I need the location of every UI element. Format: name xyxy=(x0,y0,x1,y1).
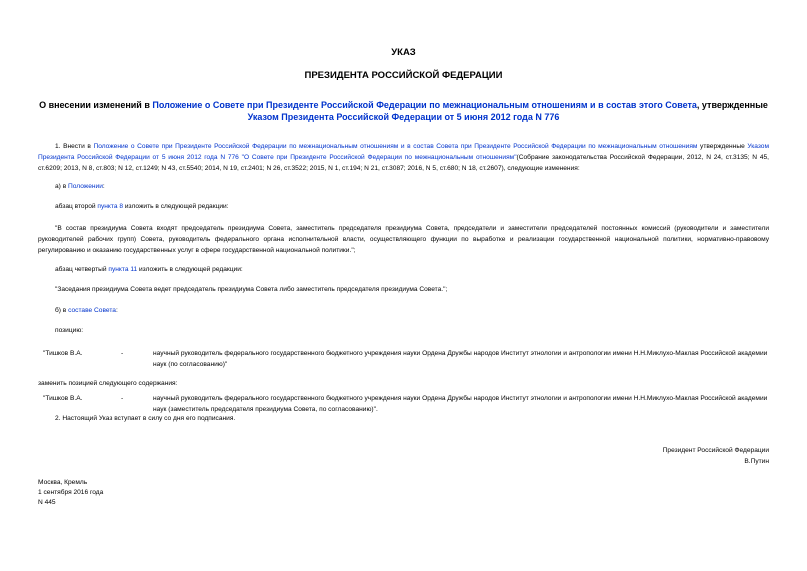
row2-dash: - xyxy=(121,395,124,402)
item-a-link[interactable]: Положении xyxy=(68,183,103,190)
subject-link-decree[interactable]: Указом Президента Российской Федерации от 5 июня 2012 года N 776 xyxy=(247,112,560,122)
decree-issuer: ПРЕЗИДЕНТА РОССИЙСКОЙ ФЕДЕРАЦИИ xyxy=(304,70,503,81)
subject-middle: , утвержденные xyxy=(696,100,768,110)
signature-title: Президент Российской Федерации xyxy=(662,447,769,454)
item-a-suffix: : xyxy=(102,183,105,190)
subject-prefix: О внесении изменений в xyxy=(39,100,153,110)
row2-name: "Тишков В.А. xyxy=(43,395,83,402)
p1-link-decree-title[interactable]: "О Совете при Президенте Российской Федерации по межнациональным отношениям" xyxy=(238,154,517,161)
quote-presidium-composition: "В состав президиума Совета входят председатель президиума Совета, заместитель председателя президиума Совета, председатели и заместители председателей постоянных комиссий (руководители и заместители руководителей рабочих групп) Совета, руководитель федерального органа исполнительной власти, осуществляющего функции по выработке и реализации государственной национальной политики, нормативно-правовому регулированию и оказанию государственных услуг в сфере государственной национальной политики."; xyxy=(38,225,769,254)
para2-suffix: изложить в следующей редакции: xyxy=(123,203,229,210)
row1-name: "Тишков В.А. xyxy=(43,350,83,357)
item-a-para2 xyxy=(55,201,229,212)
row1-description: научный руководитель федерального государственного бюджетного учреждения науки Ордена Дружбы народов Институт этнологии и антропологии имени Н.Н.Миклухо-Маклая Российской академии наук (по согласованию)" xyxy=(153,350,768,368)
para2-link[interactable]: пункта 8 xyxy=(97,203,124,210)
replace-label: заменить позицией следующего содержания: xyxy=(38,380,178,387)
para4-prefix: абзац четвертый xyxy=(55,266,109,273)
p1-link-regulation[interactable]: Положение о Совете при Президенте Российской Федерации по межнациональным отношениям и в состав Совета при Президенте Российской Федерации по межнациональным отношениям xyxy=(93,143,698,150)
footer-date: 1 сентября 2016 года xyxy=(38,489,104,496)
para4-suffix: изложить в следующей редакции: xyxy=(137,266,243,273)
item-b-link[interactable]: составе Совета xyxy=(68,307,116,314)
paragraph-1 xyxy=(38,141,769,174)
p1-text-a: 1. Внести в xyxy=(55,143,94,150)
item-a-prefix: а) в xyxy=(55,183,69,190)
para4-link[interactable]: пункта 11 xyxy=(108,266,138,273)
paragraph-2: 2. Настоящий Указ вступает в силу со дня его подписания. xyxy=(55,415,236,422)
item-a-para4 xyxy=(55,264,243,275)
p1-link-decree[interactable]: Указом Президента Российской Федерации от 5 июня 2012 года N 776 xyxy=(38,143,769,161)
decree-subject xyxy=(30,99,777,123)
quote-presidium-meetings: "Заседания президиума Совета ведет председатель президиума Совета либо заместитель председателя президиума Совета."; xyxy=(55,286,448,293)
row2-description: научный руководитель федерального государственного бюджетного учреждения науки Ордена Дружбы народов Институт этнологии и антропологии имени Н.Н.Миклухо-Маклая Российской академии наук (заместитель председателя президиума Совета, по согласованию)". xyxy=(153,395,768,413)
subject-link-regulation[interactable]: Положение о Совете при Президенте Российской Федерации по межнациональным отношениям и в состав этого Совета xyxy=(152,100,697,110)
footer-place: Москва, Кремль xyxy=(38,479,88,486)
item-a xyxy=(55,181,105,192)
item-b xyxy=(55,305,118,316)
item-b-prefix: б) в xyxy=(55,307,69,314)
position-label: позицию: xyxy=(55,327,84,334)
decree-heading: УКАЗ xyxy=(391,47,416,58)
item-b-suffix: : xyxy=(115,307,118,314)
row1-dash: - xyxy=(121,350,124,357)
para2-prefix: абзац второй xyxy=(55,203,98,210)
p1-text-d: (Собрание законодательства Российской Федерации, 2012, N 24, ст.3135; N 45, ст.6209; 2013, N 8, ст.803; N 12, ст.1249; N 43, ст.5540; 2014, N 19, ст.2401; N 26, ст.3522; 2015, N 1, ст.194; N 21, ст.3087; 2016, N 5, ст.680; N 18, ст.2607), следующие изменения: xyxy=(38,154,769,172)
p1-text-b: утвержденные xyxy=(697,143,748,150)
footer-number: N 445 xyxy=(38,499,56,506)
signature-name: В.Путин xyxy=(744,458,769,465)
